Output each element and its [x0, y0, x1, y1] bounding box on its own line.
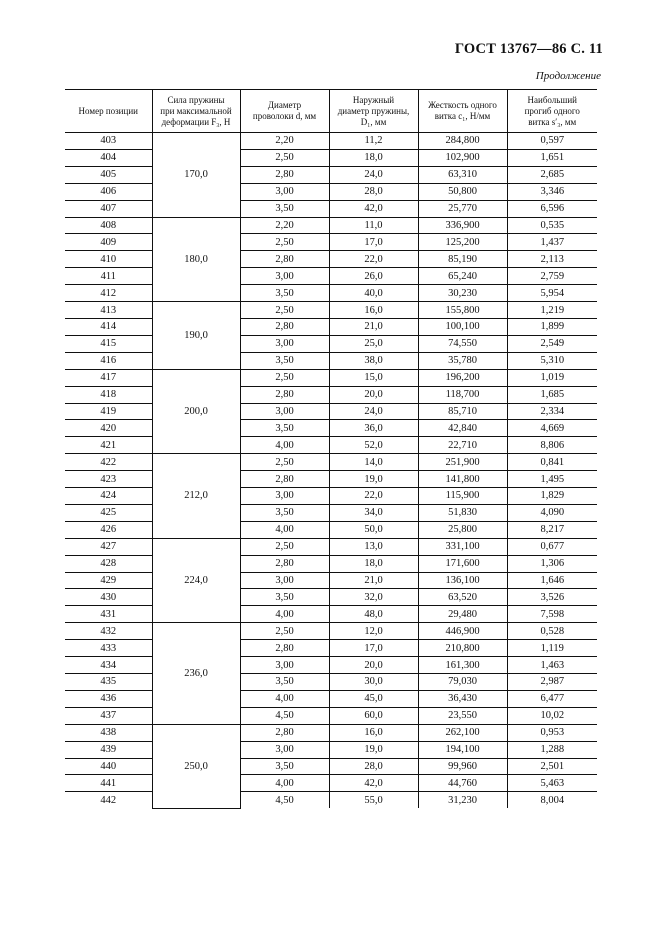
outer-diameter-cell: 38,0 — [329, 352, 418, 369]
coil-stiffness-cell: 36,430 — [418, 690, 507, 707]
continued-label: Продолжение — [535, 70, 601, 82]
table-row — [65, 268, 597, 285]
coil-stiffness-cell: 194,100 — [418, 741, 507, 758]
position-number-cell: 419 — [65, 403, 152, 420]
coil-stiffness-cell: 25,770 — [418, 200, 507, 217]
spring-force-cell: 236,0 — [152, 623, 240, 724]
coil-deflection-cell: 1,685 — [507, 386, 597, 403]
coil-deflection-cell: 2,501 — [507, 758, 597, 775]
column-header: Наружный диаметр пружины, D₁, мм — [329, 90, 418, 133]
position-number-cell: 424 — [65, 488, 152, 505]
position-number-cell: 413 — [65, 302, 152, 319]
spring-force-cell: 212,0 — [152, 454, 240, 539]
table-row — [65, 555, 597, 572]
column-header: Наибольший прогиб одного витка s′₃, мм — [507, 90, 597, 133]
table-row — [65, 504, 597, 521]
coil-stiffness-cell: 161,300 — [418, 657, 507, 674]
table-row — [65, 403, 597, 420]
coil-deflection-cell: 1,437 — [507, 234, 597, 251]
coil-deflection-cell: 1,463 — [507, 657, 597, 674]
spring-force-cell: 250,0 — [152, 724, 240, 808]
column-header: Жесткость одного витка c₁, Н/мм — [418, 90, 507, 133]
coil-deflection-cell: 1,288 — [507, 741, 597, 758]
coil-stiffness-cell: 141,800 — [418, 471, 507, 488]
wire-diameter-cell: 4,00 — [240, 775, 329, 792]
coil-deflection-cell: 0,597 — [507, 133, 597, 150]
position-number-cell: 416 — [65, 352, 152, 369]
table-row — [65, 724, 597, 741]
outer-diameter-cell: 12,0 — [329, 623, 418, 640]
position-number-cell: 435 — [65, 674, 152, 691]
table-row — [65, 454, 597, 471]
position-number-cell: 437 — [65, 707, 152, 724]
coil-deflection-cell: 5,310 — [507, 352, 597, 369]
table-row — [65, 437, 597, 454]
table-row — [65, 572, 597, 589]
position-number-cell: 433 — [65, 640, 152, 657]
coil-deflection-cell: 4,669 — [507, 420, 597, 437]
outer-diameter-cell: 42,0 — [329, 200, 418, 217]
wire-diameter-cell: 3,50 — [240, 758, 329, 775]
coil-stiffness-cell: 79,030 — [418, 674, 507, 691]
outer-diameter-cell: 21,0 — [329, 318, 418, 335]
coil-stiffness-cell: 63,520 — [418, 589, 507, 606]
coil-deflection-cell: 0,677 — [507, 538, 597, 555]
outer-diameter-cell: 45,0 — [329, 690, 418, 707]
table-row — [65, 166, 597, 183]
wire-diameter-cell: 3,00 — [240, 403, 329, 420]
coil-deflection-cell: 4,090 — [507, 504, 597, 521]
outer-diameter-cell: 55,0 — [329, 792, 418, 808]
coil-stiffness-cell: 210,800 — [418, 640, 507, 657]
coil-deflection-cell: 1,219 — [507, 302, 597, 319]
coil-stiffness-cell: 22,710 — [418, 437, 507, 454]
wire-diameter-cell: 4,00 — [240, 690, 329, 707]
wire-diameter-cell: 3,00 — [240, 335, 329, 352]
table-header-row — [65, 90, 597, 133]
outer-diameter-cell: 20,0 — [329, 657, 418, 674]
wire-diameter-cell: 4,00 — [240, 521, 329, 538]
table-row — [65, 420, 597, 437]
spring-force-cell: 224,0 — [152, 538, 240, 623]
position-number-cell: 403 — [65, 133, 152, 150]
position-number-cell: 426 — [65, 521, 152, 538]
table-row — [65, 741, 597, 758]
spring-force-cell: 190,0 — [152, 302, 240, 370]
outer-diameter-cell: 26,0 — [329, 268, 418, 285]
table-row — [65, 200, 597, 217]
wire-diameter-cell: 2,50 — [240, 369, 329, 386]
coil-stiffness-cell: 115,900 — [418, 488, 507, 505]
coil-stiffness-cell: 336,900 — [418, 217, 507, 234]
spring-force-cell: 200,0 — [152, 369, 240, 454]
coil-deflection-cell: 2,987 — [507, 674, 597, 691]
position-number-cell: 408 — [65, 217, 152, 234]
position-number-cell: 417 — [65, 369, 152, 386]
coil-deflection-cell: 1,646 — [507, 572, 597, 589]
coil-deflection-cell: 7,598 — [507, 606, 597, 623]
wire-diameter-cell: 3,50 — [240, 420, 329, 437]
position-number-cell: 423 — [65, 471, 152, 488]
coil-stiffness-cell: 284,800 — [418, 133, 507, 150]
coil-deflection-cell: 1,829 — [507, 488, 597, 505]
wire-diameter-cell: 2,80 — [240, 640, 329, 657]
wire-diameter-cell: 4,00 — [240, 437, 329, 454]
wire-diameter-cell: 2,50 — [240, 623, 329, 640]
outer-diameter-cell: 21,0 — [329, 572, 418, 589]
position-number-cell: 438 — [65, 724, 152, 741]
table-row — [65, 606, 597, 623]
position-number-cell: 439 — [65, 741, 152, 758]
position-number-cell: 404 — [65, 149, 152, 166]
table-row — [65, 335, 597, 352]
outer-diameter-cell: 48,0 — [329, 606, 418, 623]
table-row — [65, 538, 597, 555]
outer-diameter-cell: 11,0 — [329, 217, 418, 234]
coil-stiffness-cell: 30,230 — [418, 285, 507, 302]
column-header: Диаметр проволоки d, мм — [240, 90, 329, 133]
wire-diameter-cell: 2,80 — [240, 318, 329, 335]
coil-stiffness-cell: 85,710 — [418, 403, 507, 420]
outer-diameter-cell: 17,0 — [329, 640, 418, 657]
outer-diameter-cell: 18,0 — [329, 149, 418, 166]
outer-diameter-cell: 15,0 — [329, 369, 418, 386]
position-number-cell: 410 — [65, 251, 152, 268]
coil-stiffness-cell: 262,100 — [418, 724, 507, 741]
wire-diameter-cell: 3,50 — [240, 352, 329, 369]
coil-stiffness-cell: 136,100 — [418, 572, 507, 589]
outer-diameter-cell: 60,0 — [329, 707, 418, 724]
position-number-cell: 409 — [65, 234, 152, 251]
wire-diameter-cell: 2,80 — [240, 166, 329, 183]
wire-diameter-cell: 3,00 — [240, 183, 329, 200]
wire-diameter-cell: 3,00 — [240, 488, 329, 505]
coil-deflection-cell: 0,535 — [507, 217, 597, 234]
outer-diameter-cell: 14,0 — [329, 454, 418, 471]
coil-deflection-cell: 5,954 — [507, 285, 597, 302]
coil-deflection-cell: 3,346 — [507, 183, 597, 200]
position-number-cell: 425 — [65, 504, 152, 521]
position-number-cell: 432 — [65, 623, 152, 640]
table-row — [65, 285, 597, 302]
coil-stiffness-cell: 118,700 — [418, 386, 507, 403]
outer-diameter-cell: 50,0 — [329, 521, 418, 538]
position-number-cell: 428 — [65, 555, 152, 572]
coil-deflection-cell: 8,217 — [507, 521, 597, 538]
table-row — [65, 707, 597, 724]
coil-deflection-cell: 1,899 — [507, 318, 597, 335]
wire-diameter-cell: 2,80 — [240, 724, 329, 741]
coil-deflection-cell: 2,549 — [507, 335, 597, 352]
table-row — [65, 674, 597, 691]
table-row — [65, 369, 597, 386]
coil-stiffness-cell: 44,760 — [418, 775, 507, 792]
coil-stiffness-cell: 74,550 — [418, 335, 507, 352]
position-number-cell: 427 — [65, 538, 152, 555]
outer-diameter-cell: 22,0 — [329, 488, 418, 505]
coil-deflection-cell: 2,759 — [507, 268, 597, 285]
coil-deflection-cell: 3,526 — [507, 589, 597, 606]
position-number-cell: 411 — [65, 268, 152, 285]
wire-diameter-cell: 2,80 — [240, 555, 329, 572]
coil-stiffness-cell: 51,830 — [418, 504, 507, 521]
table-row — [65, 217, 597, 234]
table-row — [65, 183, 597, 200]
coil-stiffness-cell: 102,900 — [418, 149, 507, 166]
outer-diameter-cell: 28,0 — [329, 183, 418, 200]
outer-diameter-cell: 25,0 — [329, 335, 418, 352]
position-number-cell: 418 — [65, 386, 152, 403]
outer-diameter-cell: 18,0 — [329, 555, 418, 572]
coil-stiffness-cell: 171,600 — [418, 555, 507, 572]
coil-deflection-cell: 0,953 — [507, 724, 597, 741]
coil-deflection-cell: 8,004 — [507, 792, 597, 808]
outer-diameter-cell: 42,0 — [329, 775, 418, 792]
table-row — [65, 690, 597, 707]
outer-diameter-cell: 30,0 — [329, 674, 418, 691]
wire-diameter-cell: 2,50 — [240, 538, 329, 555]
coil-stiffness-cell: 331,100 — [418, 538, 507, 555]
wire-diameter-cell: 4,50 — [240, 707, 329, 724]
coil-deflection-cell: 6,477 — [507, 690, 597, 707]
table-row — [65, 792, 597, 808]
outer-diameter-cell: 32,0 — [329, 589, 418, 606]
wire-diameter-cell: 2,50 — [240, 454, 329, 471]
outer-diameter-cell: 52,0 — [329, 437, 418, 454]
spring-force-cell: 180,0 — [152, 217, 240, 302]
table-row — [65, 133, 597, 150]
table-row — [65, 234, 597, 251]
table-row — [65, 471, 597, 488]
coil-deflection-cell: 2,685 — [507, 166, 597, 183]
coil-stiffness-cell: 65,240 — [418, 268, 507, 285]
column-header: Номер позиции — [65, 90, 152, 133]
position-number-cell: 421 — [65, 437, 152, 454]
wire-diameter-cell: 3,50 — [240, 285, 329, 302]
spring-table — [65, 89, 597, 809]
spring-force-cell: 170,0 — [152, 133, 240, 218]
position-number-cell: 415 — [65, 335, 152, 352]
coil-deflection-cell: 6,596 — [507, 200, 597, 217]
coil-stiffness-cell: 25,800 — [418, 521, 507, 538]
coil-stiffness-cell: 42,840 — [418, 420, 507, 437]
outer-diameter-cell: 19,0 — [329, 471, 418, 488]
position-number-cell: 431 — [65, 606, 152, 623]
outer-diameter-cell: 13,0 — [329, 538, 418, 555]
coil-deflection-cell: 0,841 — [507, 454, 597, 471]
outer-diameter-cell: 34,0 — [329, 504, 418, 521]
position-number-cell: 407 — [65, 200, 152, 217]
coil-deflection-cell: 2,113 — [507, 251, 597, 268]
table-row — [65, 589, 597, 606]
coil-stiffness-cell: 29,480 — [418, 606, 507, 623]
wire-diameter-cell: 2,50 — [240, 234, 329, 251]
table-row — [65, 149, 597, 166]
wire-diameter-cell: 3,50 — [240, 589, 329, 606]
outer-diameter-cell: 17,0 — [329, 234, 418, 251]
coil-deflection-cell: 1,651 — [507, 149, 597, 166]
position-number-cell: 405 — [65, 166, 152, 183]
coil-stiffness-cell: 155,800 — [418, 302, 507, 319]
position-number-cell: 414 — [65, 318, 152, 335]
position-number-cell: 406 — [65, 183, 152, 200]
position-number-cell: 412 — [65, 285, 152, 302]
outer-diameter-cell: 40,0 — [329, 285, 418, 302]
outer-diameter-cell: 16,0 — [329, 302, 418, 319]
wire-diameter-cell: 3,50 — [240, 504, 329, 521]
coil-stiffness-cell: 99,960 — [418, 758, 507, 775]
wire-diameter-cell: 3,00 — [240, 572, 329, 589]
wire-diameter-cell: 2,50 — [240, 302, 329, 319]
table-row — [65, 657, 597, 674]
coil-stiffness-cell: 50,800 — [418, 183, 507, 200]
table-row — [65, 302, 597, 319]
position-number-cell: 430 — [65, 589, 152, 606]
wire-diameter-cell: 2,20 — [240, 133, 329, 150]
coil-deflection-cell: 1,306 — [507, 555, 597, 572]
coil-stiffness-cell: 63,310 — [418, 166, 507, 183]
wire-diameter-cell: 3,00 — [240, 268, 329, 285]
outer-diameter-cell: 20,0 — [329, 386, 418, 403]
wire-diameter-cell: 2,20 — [240, 217, 329, 234]
position-number-cell: 422 — [65, 454, 152, 471]
position-number-cell: 436 — [65, 690, 152, 707]
wire-diameter-cell: 3,00 — [240, 657, 329, 674]
wire-diameter-cell: 2,80 — [240, 251, 329, 268]
table-row — [65, 386, 597, 403]
outer-diameter-cell: 24,0 — [329, 166, 418, 183]
position-number-cell: 429 — [65, 572, 152, 589]
table-row — [65, 318, 597, 335]
coil-stiffness-cell: 196,200 — [418, 369, 507, 386]
coil-deflection-cell: 1,019 — [507, 369, 597, 386]
coil-stiffness-cell: 85,190 — [418, 251, 507, 268]
coil-stiffness-cell: 251,900 — [418, 454, 507, 471]
outer-diameter-cell: 19,0 — [329, 741, 418, 758]
table-row — [65, 488, 597, 505]
coil-deflection-cell: 1,495 — [507, 471, 597, 488]
wire-diameter-cell: 2,50 — [240, 149, 329, 166]
outer-diameter-cell: 11,2 — [329, 133, 418, 150]
coil-deflection-cell: 10,02 — [507, 707, 597, 724]
coil-stiffness-cell: 100,100 — [418, 318, 507, 335]
wire-diameter-cell: 3,50 — [240, 674, 329, 691]
outer-diameter-cell: 28,0 — [329, 758, 418, 775]
table-row — [65, 758, 597, 775]
position-number-cell: 440 — [65, 758, 152, 775]
table-row — [65, 352, 597, 369]
wire-diameter-cell: 2,80 — [240, 386, 329, 403]
column-header: Сила пружины при максимальной деформации F₃, Н — [152, 90, 240, 133]
coil-deflection-cell: 0,528 — [507, 623, 597, 640]
table-row — [65, 251, 597, 268]
position-number-cell: 434 — [65, 657, 152, 674]
coil-deflection-cell: 1,119 — [507, 640, 597, 657]
table-row — [65, 640, 597, 657]
outer-diameter-cell: 24,0 — [329, 403, 418, 420]
outer-diameter-cell: 22,0 — [329, 251, 418, 268]
position-number-cell: 420 — [65, 420, 152, 437]
wire-diameter-cell: 3,00 — [240, 741, 329, 758]
coil-stiffness-cell: 31,230 — [418, 792, 507, 808]
wire-diameter-cell: 3,50 — [240, 200, 329, 217]
wire-diameter-cell: 4,50 — [240, 792, 329, 808]
position-number-cell: 441 — [65, 775, 152, 792]
coil-stiffness-cell: 23,550 — [418, 707, 507, 724]
coil-stiffness-cell: 125,200 — [418, 234, 507, 251]
table-row — [65, 623, 597, 640]
outer-diameter-cell: 16,0 — [329, 724, 418, 741]
page-header: ГОСТ 13767—86 С. 11 — [454, 41, 603, 57]
coil-deflection-cell: 8,806 — [507, 437, 597, 454]
outer-diameter-cell: 36,0 — [329, 420, 418, 437]
coil-stiffness-cell: 35,780 — [418, 352, 507, 369]
wire-diameter-cell: 2,80 — [240, 471, 329, 488]
coil-deflection-cell: 2,334 — [507, 403, 597, 420]
coil-deflection-cell: 5,463 — [507, 775, 597, 792]
table-row — [65, 775, 597, 792]
coil-stiffness-cell: 446,900 — [418, 623, 507, 640]
table-row — [65, 521, 597, 538]
position-number-cell: 442 — [100, 794, 117, 806]
wire-diameter-cell: 4,00 — [240, 606, 329, 623]
